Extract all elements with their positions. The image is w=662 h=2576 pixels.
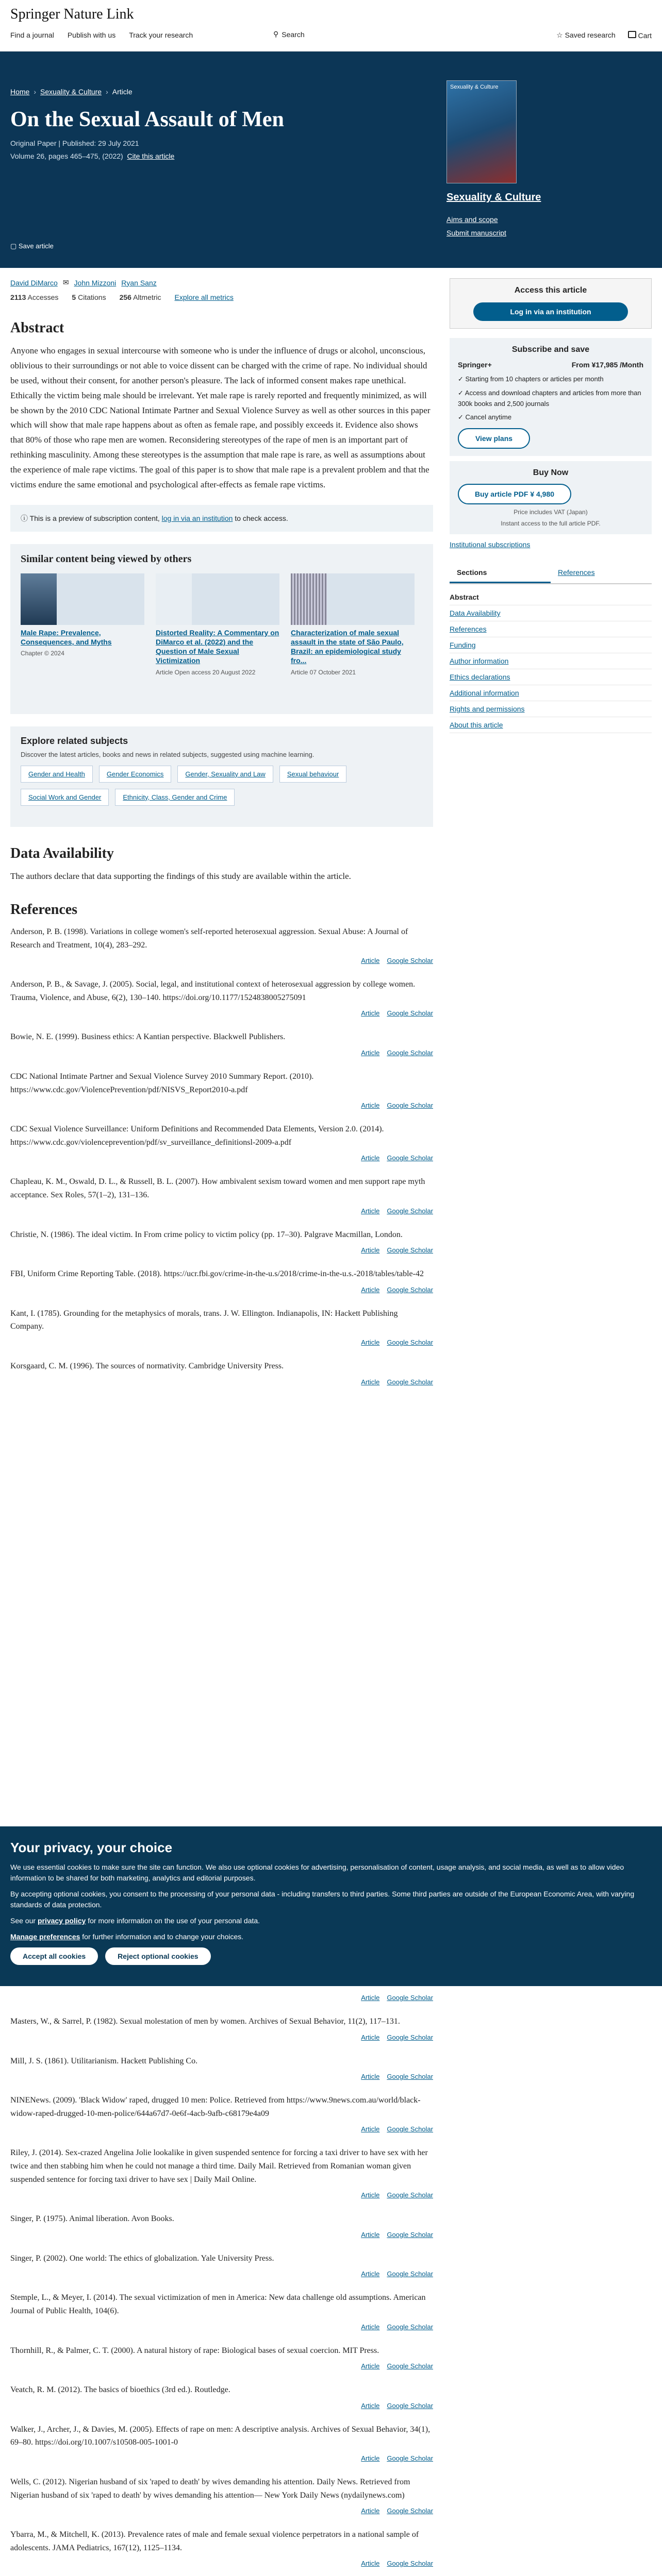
plan-name: Springer+	[458, 361, 492, 369]
tab-sections[interactable]: Sections	[450, 563, 551, 583]
view-plans-button[interactable]: View plans	[458, 428, 530, 449]
plan-row	[458, 361, 643, 369]
article-hero	[0, 52, 662, 268]
card-title[interactable]: Distorted Reality: A Commentary on DiMarco et al. (2022) and the Question of Male Sexual Victimization	[156, 628, 279, 665]
reject-cookies-button[interactable]: Reject optional cookies	[105, 1947, 210, 1965]
author-link[interactable]: John Mizzoni	[74, 278, 117, 287]
cookie-text: By accepting optional cookies, you consent to the processing of your personal data - including transfers to third parties. Some third parties are outside of the European Economic Area, with varying standards of data protection.	[10, 1890, 635, 1909]
privacy-policy-link[interactable]: privacy policy	[37, 1917, 86, 1925]
altmetric-metric: 256 Altmetric	[119, 293, 161, 301]
google-scholar-link[interactable]: Google Scholar	[387, 1246, 433, 1255]
chevron-right-icon: ›	[34, 88, 37, 96]
author-link[interactable]: Ryan Sanz	[121, 278, 157, 287]
cookie-text: See our privacy policy for more information on the use of your personal data.	[10, 1917, 260, 1925]
reference-item: Singer, P. (2002). One world: The ethics of globalization. Yale University Press.	[10, 2253, 274, 2263]
data-availability-text: The authors declare that data supporting the findings of this study are available within the article.	[10, 871, 351, 881]
related-heading: Explore related subjects	[21, 735, 128, 746]
subject-chip[interactable]: Sexual behaviour	[279, 766, 346, 783]
cookie-heading: Your privacy, your choice	[10, 1840, 173, 1855]
search-button[interactable]	[273, 30, 305, 39]
reference-list	[10, 925, 433, 1386]
search-label: Search	[282, 30, 305, 39]
tab-references[interactable]: References	[558, 568, 595, 577]
reference-item: CDC National Intimate Partner and Sexual Violence Survey 2010 Summary Report. (2010). https://www.cdc.gov/ViolencePrevention/pdf/NISVS_Report2010-a.pdf	[10, 1072, 314, 1094]
article-meta: Original Paper | Published: 29 July 2021	[10, 139, 139, 147]
reference-links	[10, 1154, 433, 1162]
toc-item[interactable]: References	[450, 621, 652, 637]
breadcrumb-journal[interactable]: Sexuality & Culture	[40, 88, 102, 96]
article-link[interactable]: Article	[361, 2454, 380, 2462]
article-link[interactable]: Article	[361, 1101, 380, 1110]
article-link[interactable]: Article	[361, 2362, 380, 2370]
plan-feature: ✓ Starting from 10 chapters or articles per month	[458, 375, 604, 383]
article-link[interactable]: Article	[361, 1154, 380, 1162]
subject-chips	[21, 766, 423, 806]
buy-note-2: Instant access to the full article PDF.	[501, 520, 601, 528]
reference-item: Wells, C. (2012). Nigerian husband of six 'raped to death' by wives demanding his attention. Daily News. Retrieved from Nigerian husband of six 'raped to death' by wives demanding his attention— New York Daily News (nydailynews.com)	[10, 2477, 410, 2500]
reference-item: Thornhill, R., & Palmer, C. T. (2000). A natural history of rape: Biological bases of sexual coercion. MIT Press.	[10, 2346, 379, 2355]
similar-card[interactable]	[291, 573, 415, 676]
reference-item: Anderson, P. B., & Savage, J. (2005). Social, legal, and institutional context of heterosexual aggression by college women. Trauma, Violence, and Abuse, 6(2), 130–140. https://doi.org/10.1177/1524838005275091	[10, 980, 416, 1002]
subscribe-box	[450, 338, 652, 456]
reference-item: CDC Sexual Violence Surveillance: Uniform Definitions and Recommended Data Elements, Version 2.0. (2014). https://www.cdc.gov/violenceprevention/pdf/sv_surveillance_definitionsl-2009-a.pdf	[10, 1125, 384, 1147]
accesses-metric: 2113 Accesses	[10, 293, 59, 301]
site-logo[interactable]: Springer Nature Link	[10, 6, 134, 22]
article-thumb-image	[156, 573, 192, 625]
google-scholar-link[interactable]: Google Scholar	[387, 2401, 433, 2410]
article-link[interactable]: Article	[361, 2323, 380, 2331]
cookie-banner	[0, 1826, 662, 1986]
mail-icon: ✉	[62, 278, 69, 286]
references-heading: References	[10, 902, 78, 918]
article-link[interactable]: Article	[361, 2270, 380, 2278]
card-title[interactable]: Characterization of male sexual assault in the state of São Paulo, Brazil: an epidemiological study fro...	[291, 628, 404, 665]
reference-links	[10, 2362, 433, 2370]
journal-name[interactable]: Sexuality & Culture	[446, 192, 541, 203]
bookmark-icon: ▢	[10, 242, 17, 250]
data-availability-heading: Data Availability	[10, 845, 114, 861]
saved-research-link[interactable]	[556, 31, 616, 40]
subject-chip[interactable]: Gender and Health	[21, 766, 93, 783]
cart-icon	[628, 31, 636, 38]
plan-feature: ✓ Access and download chapters and articles from more than 300k books and 2,500 journals	[458, 388, 641, 408]
google-scholar-link[interactable]: Google Scholar	[387, 1338, 433, 1346]
access-box	[450, 278, 652, 329]
similar-content	[10, 544, 433, 714]
reference-links	[10, 2323, 433, 2331]
google-scholar-link[interactable]: Google Scholar	[387, 2362, 433, 2370]
preview-text: This is a preview of subscription content,	[29, 514, 160, 522]
article-link[interactable]: Article	[361, 1378, 380, 1386]
article-metrics	[10, 293, 433, 301]
reference-links	[10, 1246, 433, 1254]
google-scholar-link[interactable]: Google Scholar	[387, 1994, 433, 2002]
article-volume-line	[10, 152, 174, 160]
article-title: On the Sexual Assault of Men	[10, 108, 284, 131]
breadcrumb	[10, 88, 133, 96]
google-scholar-link[interactable]: Google Scholar	[387, 2033, 433, 2041]
submit-manuscript-link[interactable]: Submit manuscript	[446, 229, 506, 237]
reference-links	[10, 1101, 433, 1109]
reference-item: Korsgaard, C. M. (1996). The sources of normativity. Cambridge University Press.	[10, 1362, 284, 1370]
reference-links	[10, 1049, 433, 1057]
reference-links	[10, 1286, 433, 1294]
references-continued	[10, 1994, 433, 2576]
similar-card[interactable]	[21, 573, 144, 676]
article-link[interactable]: Article	[361, 1338, 380, 1346]
reference-links	[10, 2191, 433, 2199]
save-article-button[interactable]	[10, 242, 54, 250]
buy-box	[450, 461, 652, 534]
reference-item: NINENews. (2009). 'Black Widow' raped, drugged 10 men: Police. Retrieved from https://www.9news.com.au/world/black-widow-raped-drugged-10-men-police/644a67d7-0e6f-4acb-9afb-c68179e4a09	[10, 2096, 421, 2118]
reference-item: Masters, W., & Sarrel, P. (1982). Sexual molestation of men by women. Archives of Sexual Behavior, 11(2), 117–131.	[10, 2017, 400, 2026]
buy-heading: Buy Now	[533, 468, 569, 478]
article-link[interactable]: Article	[361, 1009, 380, 1018]
google-scholar-link[interactable]: Google Scholar	[387, 1207, 433, 1215]
google-scholar-link[interactable]: Google Scholar	[387, 2073, 433, 2081]
reference-links	[10, 1207, 433, 1215]
google-scholar-link[interactable]: Google Scholar	[387, 2323, 433, 2331]
main-content	[10, 278, 433, 1399]
saved-research-label: Saved research	[565, 31, 616, 39]
card-thumbnail	[291, 573, 415, 625]
reference-item: Anderson, P. B. (1998). Variations in college women's self-reported heterosexual aggression. Sexual Abuse: A Journal of Research and Treatment, 10(4), 283–292.	[10, 927, 408, 950]
toc-item[interactable]: Ethics declarations	[450, 669, 652, 685]
toc-item[interactable]: Author information	[450, 653, 652, 669]
reference-links	[10, 2073, 433, 2080]
article-link[interactable]: Article	[361, 1994, 380, 2002]
cookie-text: We use essential cookies to make sure the site can function. We also use optional cookies for advertising, personalisation of content, usage analysis, and social media, as well as to allow video information to be shared for both marketing, analytics and editorial purposes.	[10, 1863, 624, 1882]
reference-links	[10, 1338, 433, 1346]
card-title[interactable]: Male Rape: Prevalence, Consequences, and Myths	[21, 628, 112, 647]
article-link[interactable]: Article	[361, 2033, 380, 2041]
card-thumbnail	[21, 573, 144, 625]
article-link[interactable]: Article	[361, 2125, 380, 2133]
access-heading: Access this article	[514, 286, 587, 295]
cookie-buttons	[10, 1947, 652, 1965]
reference-item: Singer, P. (1975). Animal liberation. Avon Books.	[10, 2214, 174, 2224]
institution-login-button[interactable]: Log in via an institution	[473, 302, 628, 321]
journal-links	[446, 215, 506, 242]
buy-article-button[interactable]: Buy article PDF ¥ 4,980	[458, 484, 571, 504]
reference-links	[10, 1009, 433, 1017]
breadcrumb-home[interactable]: Home	[10, 88, 30, 96]
related-desc: Discover the latest articles, books and news in related subjects, suggested using machine learning.	[21, 750, 315, 758]
subscribe-heading: Subscribe and save	[511, 345, 590, 354]
google-scholar-link[interactable]: Google Scholar	[387, 2191, 433, 2199]
reference-links	[10, 2507, 433, 2515]
institutional-subscriptions-link[interactable]: Institutional subscriptions	[450, 540, 531, 549]
google-scholar-link[interactable]: Google Scholar	[387, 1154, 433, 1162]
google-scholar-link[interactable]: Google Scholar	[387, 1285, 433, 1294]
article-link[interactable]: Article	[361, 2507, 380, 2515]
google-scholar-link[interactable]: Google Scholar	[387, 2230, 433, 2239]
chart-thumb-image	[291, 573, 327, 625]
subject-chip[interactable]: Gender, Sexuality and Law	[177, 766, 273, 783]
related-subjects	[10, 726, 433, 827]
article-link[interactable]: Article	[361, 2230, 380, 2239]
reference-list	[10, 2015, 433, 2567]
top-nav	[10, 31, 193, 39]
article-link[interactable]: Article	[361, 1049, 380, 1057]
save-article-label: Save article	[18, 242, 54, 250]
google-scholar-link[interactable]: Google Scholar	[387, 2454, 433, 2462]
toc-item[interactable]: Rights and permissions	[450, 701, 652, 717]
subject-chip[interactable]: Social Work and Gender	[21, 789, 109, 806]
reference-links	[10, 2270, 433, 2278]
author-list	[10, 278, 433, 287]
subject-chip[interactable]: Gender Economics	[99, 766, 172, 783]
reference-item: Christie, N. (1986). The ideal victim. In From crime policy to victim policy (pp. 17–30). Palgrave Macmillan, London.	[10, 1230, 403, 1239]
reference-links	[10, 2125, 433, 2133]
section-nav	[450, 589, 652, 733]
reference-links	[10, 1994, 433, 2002]
reference-item: Riley, J. (2014). Sex-crazed Angelina Jolie lookalike in given suspended sentence for forcing a taxi driver to have sex with her twice and then stabbing him when he could not manage a third time. Daily Mail. Retrieved from Romanian woman given suspended sentence for forcing taxi driver to have sex | Daily Mail Online.	[10, 2148, 428, 2184]
reference-item: Bowie, N. E. (1999). Business ethics: A Kantian perspective. Blackwell Publishers.	[10, 1032, 286, 1042]
reference-links	[10, 2560, 433, 2567]
journal-cover[interactable]	[446, 80, 517, 183]
reference-links	[10, 1378, 433, 1386]
cart-label: Cart	[638, 31, 652, 40]
reference-item: Veatch, R. M. (2012). The basics of bioethics (3rd ed.). Routledge.	[10, 2385, 230, 2395]
author-link[interactable]: David DiMarco	[10, 278, 58, 287]
journal-cover-title: Sexuality & Culture	[450, 84, 499, 90]
article-link[interactable]: Article	[361, 2401, 380, 2410]
google-scholar-link[interactable]: Google Scholar	[387, 2270, 433, 2278]
google-scholar-link[interactable]: Google Scholar	[387, 1378, 433, 1386]
article-link[interactable]: Article	[361, 1207, 380, 1215]
toc-item[interactable]: Data Availability	[450, 605, 652, 621]
card-meta: Article 07 October 2021	[291, 668, 356, 676]
toc-item[interactable]: Funding	[450, 637, 652, 653]
nav-publish[interactable]: Publish with us	[67, 31, 116, 39]
reference-links	[10, 957, 433, 964]
cart-button[interactable]	[628, 31, 652, 40]
google-scholar-link[interactable]: Google Scholar	[387, 2507, 433, 2515]
google-scholar-link[interactable]: Google Scholar	[387, 1009, 433, 1018]
citations-metric: 5 Citations	[72, 293, 106, 301]
search-icon: ⚲	[273, 30, 279, 38]
nav-find-journal[interactable]: Find a journal	[10, 31, 54, 39]
institution-login-link[interactable]: log in via an institution	[161, 514, 233, 522]
manage-preferences-link[interactable]: Manage preferences	[10, 1933, 80, 1941]
reference-links	[10, 2402, 433, 2410]
book-cover-image	[21, 573, 57, 625]
card-meta: Article Open access 20 August 2022	[156, 668, 256, 676]
article-link[interactable]: Article	[361, 2191, 380, 2199]
aims-scope-link[interactable]: Aims and scope	[446, 215, 498, 224]
card-meta: Chapter © 2024	[21, 650, 64, 657]
abstract-heading: Abstract	[10, 320, 64, 336]
reference-item: Ybarra, M., & Mitchell, K. (2013). Prevalence rates of male and female sexual violence perpetrators in a national sample of adolescents. JAMA Pediatrics, 167(12), 1125–1134.	[10, 2530, 419, 2552]
preview-tail: to check access.	[235, 514, 288, 522]
article-link[interactable]: Article	[361, 1285, 380, 1294]
preview-notice	[10, 505, 433, 532]
section-tabs	[450, 563, 652, 584]
article-link[interactable]: Article	[361, 1246, 380, 1255]
article-link[interactable]: Article	[361, 2073, 380, 2081]
reference-item: Kant, I. (1785). Grounding for the metaphysics of morals, trans. J. W. Ellington. Indianapolis, IN: Hackett Publishing Company.	[10, 1309, 398, 1331]
article-link[interactable]: Article	[361, 2560, 380, 2568]
accept-cookies-button[interactable]: Accept all cookies	[10, 1947, 98, 1965]
plan-feature: ✓ Cancel anytime	[458, 413, 512, 421]
google-scholar-link[interactable]: Google Scholar	[387, 2560, 433, 2568]
toc-item[interactable]: About this article	[450, 717, 652, 733]
explore-metrics-link[interactable]: Explore all metrics	[174, 293, 234, 301]
reference-item: FBI, Uniform Crime Reporting Table. (2018). https://ucr.fbi.gov/crime-in-the-u.s/2018/crime-in-the-u.s.-2018/tables/table-42	[10, 1269, 424, 1279]
reference-links	[10, 2033, 433, 2041]
similar-heading: Similar content being viewed by others	[21, 553, 192, 565]
reference-links	[10, 2454, 433, 2462]
toc-item[interactable]: Abstract	[450, 589, 652, 605]
chevron-right-icon: ›	[106, 88, 108, 96]
google-scholar-link[interactable]: Google Scholar	[387, 2125, 433, 2133]
plan-features	[458, 374, 643, 423]
reference-item: Mill, J. S. (1861). Utilitarianism. Hackett Publishing Co.	[10, 2056, 198, 2065]
nav-track[interactable]: Track your research	[129, 31, 193, 39]
sidebar	[450, 278, 652, 733]
cite-link[interactable]: Cite this article	[127, 152, 175, 160]
cookie-text: Manage preferences for further information and to change your choices.	[10, 1933, 244, 1941]
article-link[interactable]: Article	[361, 957, 380, 965]
header-actions	[556, 31, 652, 40]
bookmark-icon: ☆	[556, 31, 563, 39]
reference-item: Stemple, L., & Meyer, I. (2014). The sexual victimization of men in America: New data challenge old assumptions. American Journal of Public Health, 104(6).	[10, 2293, 426, 2315]
google-scholar-link[interactable]: Google Scholar	[387, 1049, 433, 1057]
abstract-text: Anyone who engages in sexual intercourse with someone who is under the influence of drugs or alcohol, unconscious, oblivious to their surroundings or not able to voice dissent can be charged with the crime of rape. No individual should be used, without their consent, for another person's pleasure. The lack of informed consent makes rape unethical. Ethically the victim being male should be irrelevant. Yet male rape is rarely reported and frequently minimized, as will be shown by the 2010 CDC National Intimate Partner and Sexual Violence Survey as well as other sources in this paper which will show that male rape happens about as often as female rape, and possibly exceeds it. Evidence also shows that 80% of those who rape men are women. Reconsidering stereotypes of the rape of men is an important part of rethinking masculinity. Among these stereotypes is the assumption that male rape is rare, as well as assumptions about the experience of male rape victims. The goal of this paper is to show that male rape is a prevalent problem and that the victims endure the same emotional and psychological after-effects as female rape victims.	[10, 346, 431, 490]
info-icon: ⓘ	[21, 514, 28, 522]
buy-note: Price includes VAT (Japan)	[514, 509, 588, 516]
site-header	[0, 0, 662, 52]
card-thumbnail	[156, 573, 279, 625]
reference-item: Walker, J., Archer, J., & Davies, M. (2005). Effects of rape on men: A descriptive analysis. Archives of Sexual Behavior, 34(1), 69–80. https://doi.org/10.1007/s10508-005-1001-0	[10, 2425, 431, 2447]
plan-price: From ¥17,985 /Month	[571, 361, 643, 369]
article-volume: Volume 26, pages 465–475, (2022)	[10, 152, 123, 160]
toc-item[interactable]: Additional information	[450, 685, 652, 701]
breadcrumb-article: Article	[112, 88, 133, 96]
reference-item: Chapleau, K. M., Oswald, D. L., & Russell, B. L. (2007). How ambivalent sexism toward women and men support rape myth acceptance. Sex Roles, 57(1–2), 131–136.	[10, 1177, 425, 1200]
google-scholar-link[interactable]: Google Scholar	[387, 957, 433, 965]
subject-chip[interactable]: Ethnicity, Class, Gender and Crime	[115, 789, 235, 806]
google-scholar-link[interactable]: Google Scholar	[387, 1101, 433, 1110]
similar-cards	[21, 573, 423, 676]
reference-links	[10, 2231, 433, 2239]
similar-card[interactable]	[156, 573, 279, 676]
